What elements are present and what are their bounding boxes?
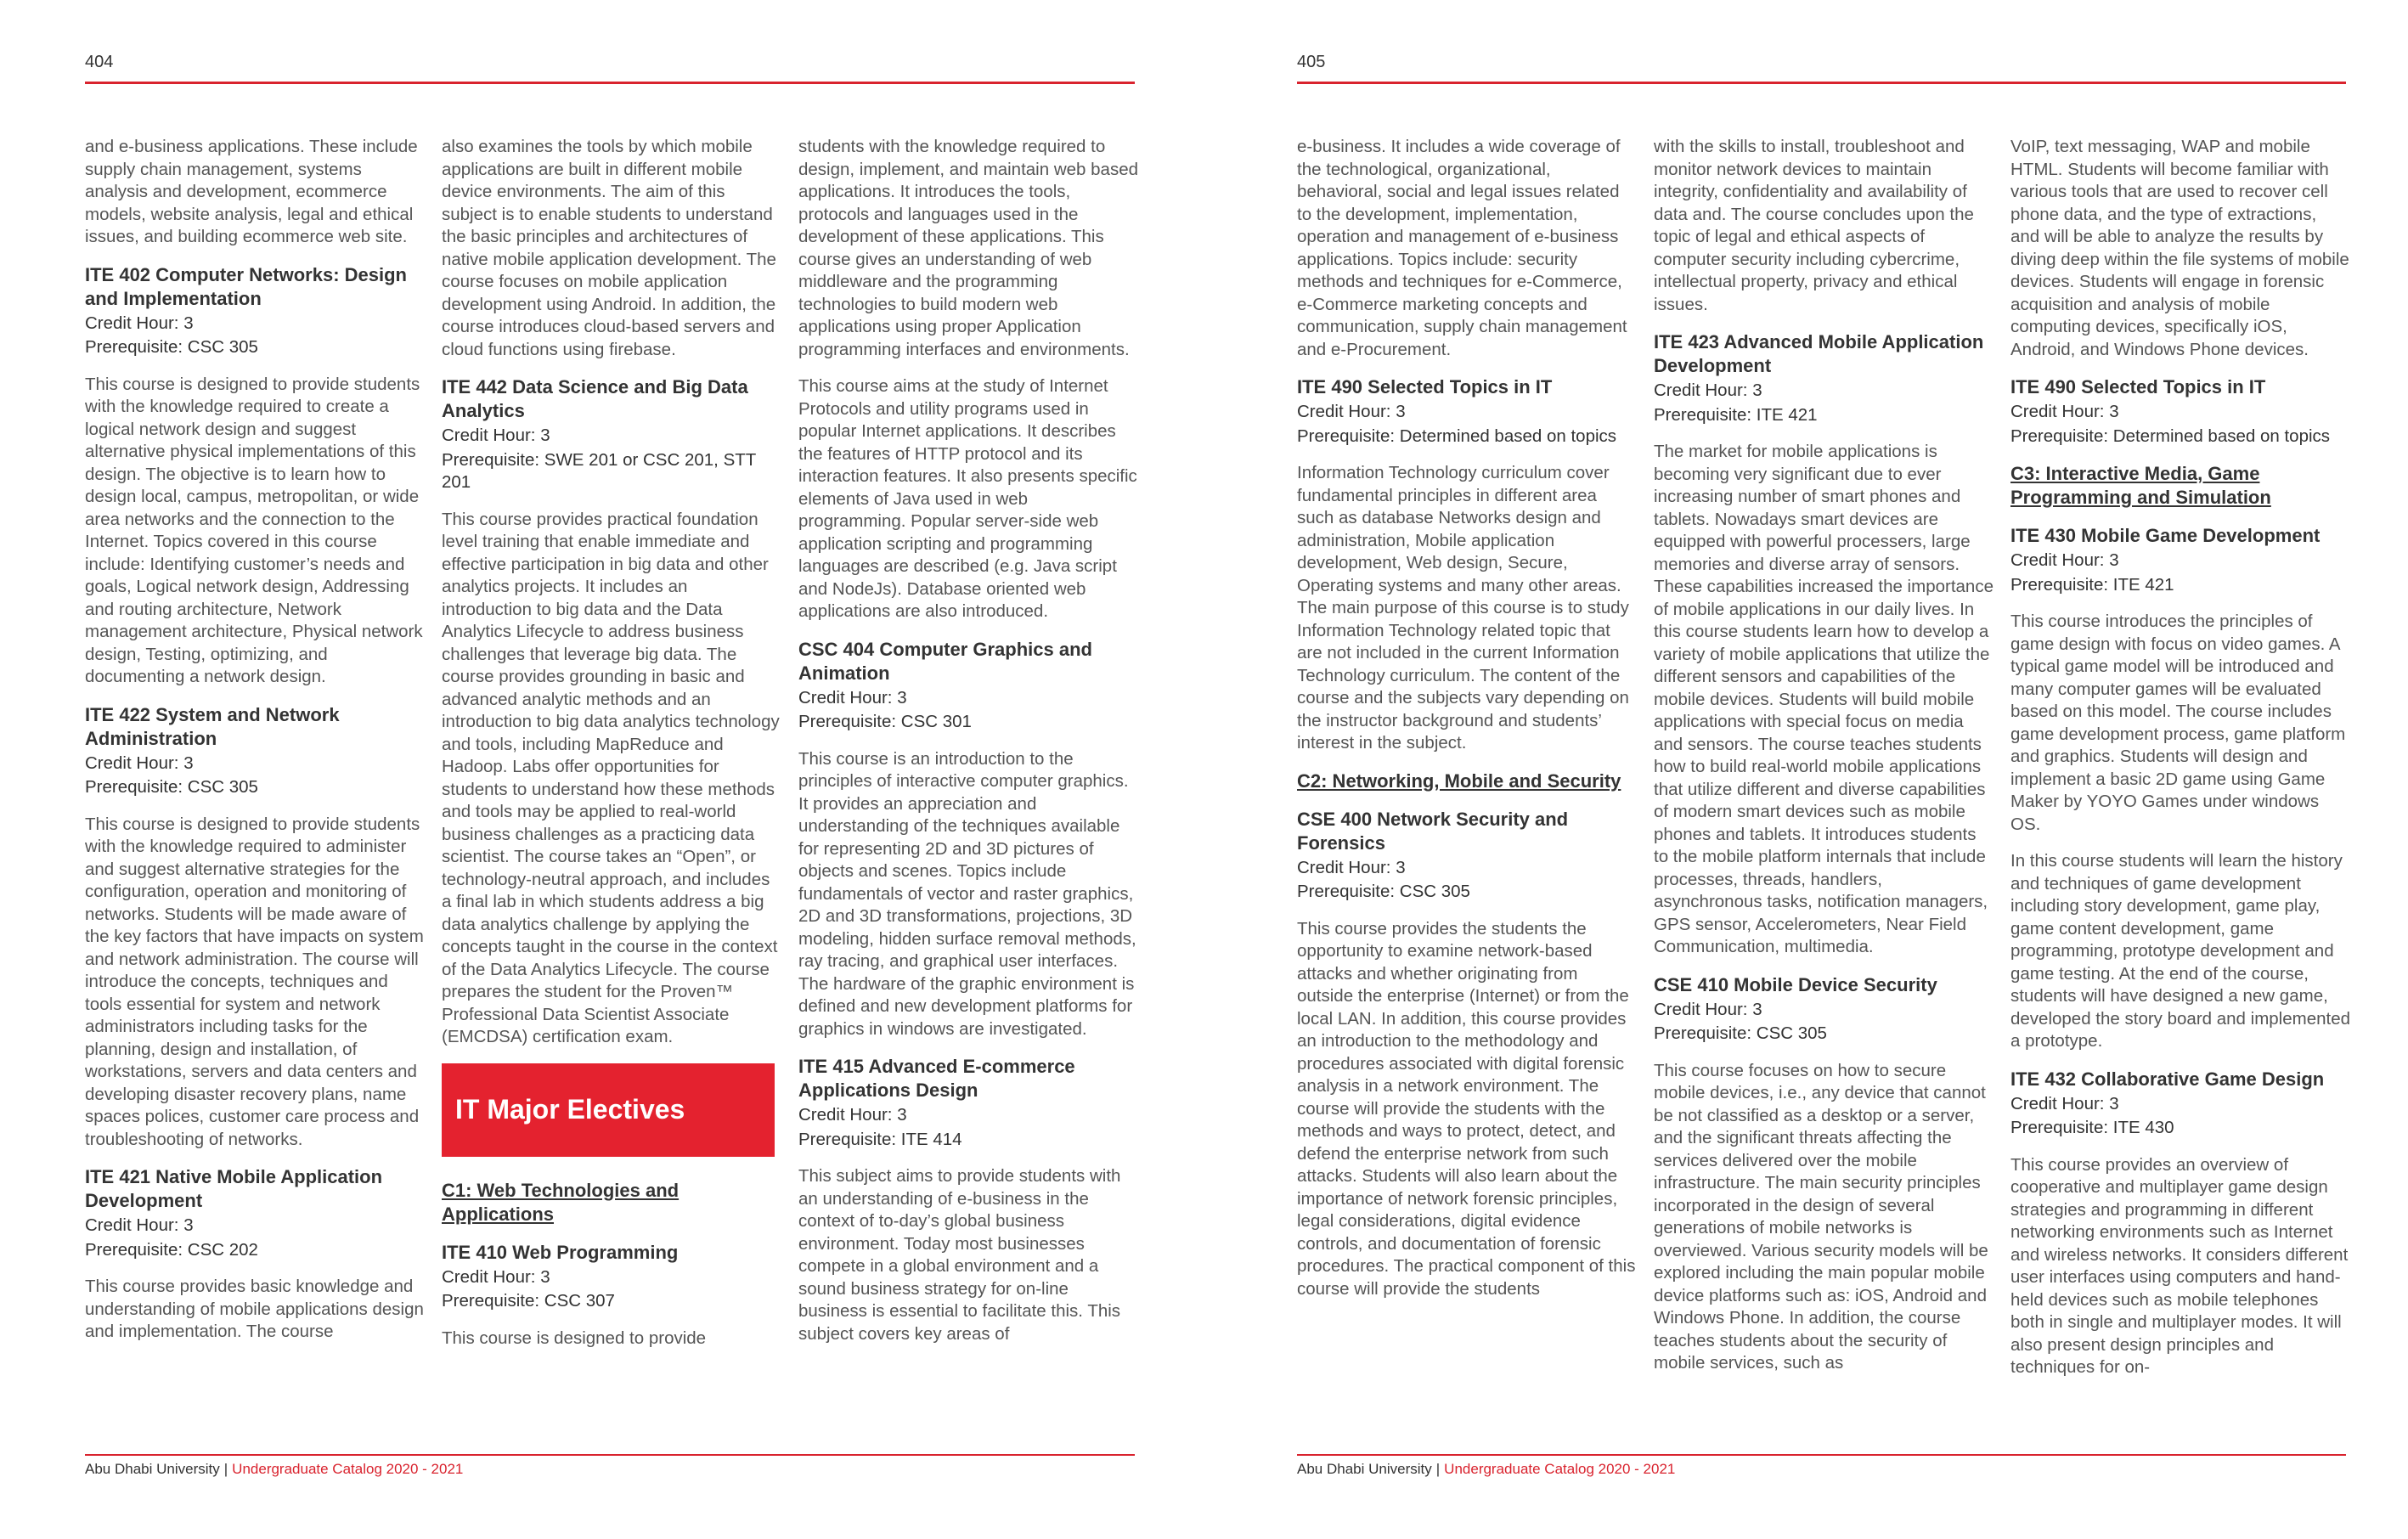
- column-3: [798, 136, 1138, 1360]
- course-description: The market for mobile applications is becoming very significant due to ever increasing number of smart phones and tablets. Nowadays smart devices are equipped with powerful processers, large memories and diverse array of sensors. These capabilities increased the importance of mobile applications in our daily lives. In this course students learn how to develop a variety of mobile applications that utilize the different sensors and capabilities of the mobile devices. Students will build mobile applications with special focus on media and sensors. The course teaches students how to build real-world mobile applications that utilize different and diverse capabilities of modern smart devices such as mobile phones and tablets. It introduces students to the mobile platform internals that include processes, threads, handlers, asynchronous tasks, notification managers, GPS sensor, Accelerometers, Near Field Communication, multimedia.: [1654, 442, 1994, 956]
- credit-hours: Credit Hour: 3: [1654, 381, 1762, 400]
- section-heading: C2: Networking, Mobile and Security: [1297, 770, 1621, 792]
- credit-hours: Credit Hour: 3: [798, 687, 907, 707]
- prerequisite: Prerequisite: CSC 307: [442, 1291, 615, 1311]
- footer-rule: [85, 1454, 1135, 1456]
- credit-hours: Credit Hour: 3: [442, 1266, 550, 1287]
- course-description: This course introduces the principles of game design with focus on video games. A typical game model will be introduced and many computer games will be evaluated based on this model. The course includes game development process, game platform and graphics. Students will design and implement a basic 2D game using Game Maker by YOYO Games under windows OS.: [2010, 612, 2346, 834]
- course-title: ITE 422 System and Network Administration: [85, 703, 340, 749]
- prerequisite: Prerequisite: Determined based on topics: [2010, 426, 2331, 446]
- course-title: ITE 430 Mobile Game Development: [2010, 525, 2321, 546]
- credit-hours: Credit Hour: 3: [1297, 857, 1406, 877]
- column-3: [2010, 136, 2350, 1394]
- section-heading: C3: Interactive Media, Game Programming and Simulation: [2010, 463, 2271, 508]
- credit-hours: Credit Hour: 3: [2010, 1093, 2119, 1113]
- header-rule: [1297, 82, 2346, 84]
- prerequisite: Prerequisite: CSC 305: [1297, 882, 1470, 901]
- footer-separator: |: [1435, 1461, 1441, 1477]
- credit-hours: Credit Hour: 3: [85, 313, 194, 333]
- prerequisite: Prerequisite: ITE 421: [1654, 404, 1818, 425]
- footer: [85, 1461, 463, 1478]
- paragraph: also examines the tools by which mobile applications are built in different mobile device environments. The aim of this subject is to enable students to understand the basic principles and architectures of native mobile application development. The course focuses on mobile application development using Android. In addition, the course introduces cloud-based servers and cloud functions using firebase.: [442, 137, 776, 359]
- course-description: Information Technology curriculum cover fundamental principles in different area such as database Networks design and administration, Mobile application development, Web design, Secure, Operating systems and many other areas. The main purpose of this course is to study Information Technology related topic that are not included in the current Information Technology curriculum. The content of the course and the subjects vary depending on the instructor background and students’ interest in the subject.: [1297, 463, 1629, 753]
- page-number: 405: [1297, 53, 1326, 71]
- course-title: ITE 490 Selected Topics in IT: [1297, 376, 1553, 397]
- course-description: This course is designed to provide students with the knowledge required to administer and suggest alternative strategies for the configuration, operation and monitoring of networks. Students will be made aware of the key factors that have impacts on system and network administration. The course will introduce the concepts, techniques and tools essential for system and network administrators including tasks for the planning, design and installation, of workstations, servers and data centers and developing disaster recovery plans, name spaces polices, customer care process and troubleshooting of networks.: [85, 814, 424, 1149]
- column-1: [1297, 136, 1637, 1315]
- column-2: [442, 136, 781, 1364]
- course-title: ITE 410 Web Programming: [442, 1241, 679, 1263]
- prerequisite: Prerequisite: ITE 421: [2010, 574, 2174, 595]
- paragraph: and e-business applications. These include supply chain management, systems analysis and development, ecommerce models, website analysis, legal and ethical issues, and building ecommerce web site.: [85, 137, 418, 246]
- prerequisite: Prerequisite: CSC 305: [1654, 1023, 1827, 1043]
- prerequisite: Prerequisite: CSC 301: [798, 712, 972, 731]
- credit-hours: Credit Hour: 3: [2010, 402, 2119, 421]
- course-description: This course provides the students the opportunity to examine network-based attacks and whether originating from outside the enterprise (Internet) or from the local LAN. In addition, this course provides an introduction to the methodology and procedures associated with digital forensic analysis in a network environment. The course will provide the students with the methods and ways to protect, detect, and defend the enterprise network from such attacks. Students will also learn about the importance of network forensic principles, legal considerations, digital evidence controls, and documentation of forensic procedures. The practical component of this course will provide the students: [1297, 918, 1636, 1299]
- credit-hours: Credit Hour: 3: [2010, 550, 2119, 570]
- course-title: CSE 400 Network Security and Forensics: [1297, 808, 1569, 854]
- prerequisite: Prerequisite: CSC 305: [85, 777, 258, 797]
- course-description: This course provides basic knowledge and understanding of mobile applications design and implementation. The course: [85, 1277, 424, 1341]
- course-title: ITE 490 Selected Topics in IT: [2010, 376, 2266, 397]
- course-title: ITE 402 Computer Networks: Design and Implementation: [85, 263, 407, 309]
- prerequisite: Prerequisite: CSC 202: [85, 1239, 258, 1260]
- footer-rule: [1297, 1454, 2346, 1456]
- footer-separator: |: [223, 1461, 228, 1477]
- course-title: ITE 421 Native Mobile Application Development: [85, 1166, 383, 1211]
- course-title: ITE 423 Advanced Mobile Application Development: [1654, 331, 1984, 376]
- column-1: [85, 136, 425, 1358]
- prerequisite: Prerequisite: ITE 430: [2010, 1118, 2174, 1137]
- column-2: [1654, 136, 1994, 1390]
- footer-catalog: Undergraduate Catalog 2020 - 2021: [1444, 1461, 1676, 1477]
- footer-catalog: Undergraduate Catalog 2020 - 2021: [232, 1461, 464, 1477]
- credit-hours: Credit Hour: 3: [798, 1105, 907, 1125]
- credit-hours: Credit Hour: 3: [85, 753, 194, 773]
- course-description: This course is designed to provide: [442, 1328, 707, 1348]
- course-description: This course is an introduction to the principles of interactive computer graphics. It provides an appreciation and understanding of the techniques available for representing 2D and 3D pictures of objects and scenes. Topics include fundamentals of vector and raster graphics, 2D and 3D transformations, projections, 3D modeling, hidden surface removal methods, ray tracing, and graphical user interfaces. The hardware of the graphic environment is defined and new development platforms for graphics in windows are investigated.: [798, 748, 1136, 1039]
- credit-hours: Credit Hour: 3: [442, 426, 550, 445]
- course-description: This course provides an overview of cooperative and multiplayer game design strategies and programming in different networking environments such as Internet and wireless networks. It considers different user interfaces using computers and hand-held devices such as mobile telephones both in single and multiplayer modes. It will also present design principles and techniques for on-: [2010, 1154, 2349, 1377]
- course-title: ITE 432 Collaborative Game Design: [2010, 1068, 2325, 1090]
- prerequisite: Prerequisite: ITE 414: [798, 1129, 962, 1149]
- paragraph: In this course students will learn the history and techniques of game development including story development, game play, game content development, game programming, prototype development and game testing. At the end of the course, students will have designed a new game, developed the story board and implemented a prototype.: [2010, 851, 2351, 1051]
- paragraph: with the skills to install, troubleshoot and monitor network devices to maintain integrity, confidentiality and availability of data and. The course concludes upon the topic of legal and ethical aspects of computer security including cybercrime, intellectual property, privacy and ethical issues.: [1654, 137, 1974, 314]
- credit-hours: Credit Hour: 3: [1654, 999, 1762, 1019]
- credit-hours: Credit Hour: 3: [85, 1215, 194, 1235]
- prerequisite: Prerequisite: SWE 201 or CSC 201, STT 201: [442, 449, 756, 492]
- course-description: This subject aims to provide students with an understanding of e-business in the context of to-day’s global business environment. Today most businesses compete in a global environment and a sound business strategy for on-line business is essential to facilitate this. This subject covers key areas of: [798, 1166, 1121, 1344]
- footer-university: Abu Dhabi University: [1297, 1461, 1432, 1477]
- prerequisite: Prerequisite: Determined based on topics: [1297, 426, 1617, 446]
- page-number: 404: [85, 53, 114, 71]
- course-title: ITE 442 Data Science and Big Data Analytics: [442, 376, 748, 421]
- paragraph: VoIP, text messaging, WAP and mobile HTML. Students will become familiar with various tools that are used to recover cell phone data, and the type of extractions, and will be able to analyze the results by diving deep within the file systems of mobile devices. Students will engage in forensic acquisition and analysis of mobile computing devices, specifically iOS, Android, and Windows Phone devices.: [2010, 137, 2349, 359]
- paragraph: This course aims at the study of Internet Protocols and utility programs used in popular Internet applications. It describes the features of HTTP protocol and its interaction features. It also presents specific elements of Java used in web programming. Popular server-side web application scripting and programming languages are described (e.g. Java script and NodeJs). Database oriented web applications are also introduced.: [798, 376, 1137, 621]
- footer: [1297, 1461, 1675, 1478]
- footer-university: Abu Dhabi University: [85, 1461, 220, 1477]
- course-description: This course focuses on how to secure mobile devices, i.e., any device that cannot be not classified as a desktop or a server, and the significant threats affecting the services delivered over the mobile infrastructure. The main security principles incorporated in the design of several generations of mobile networks is overviewed. Various security models will be explored including the main popular mobile device platforms such as: iOS, Android and Windows Phone. In addition, the course teaches students about the security of mobile services, such as: [1654, 1060, 1988, 1373]
- course-title: CSC 404 Computer Graphics and Animation: [798, 638, 1092, 684]
- section-banner: IT Major Electives: [442, 1063, 775, 1157]
- course-description: This course is designed to provide students with the knowledge required to create a logical network design and suggest alternative physical implementations of this design. The objective is to learn how to design local, campus, metropolitan, or wide area networks and the connection to the Internet. Topics covered in this course include: Identifying customer’s needs and goals, Logical network design, Addressing and routing architecture, Network management architecture, Physical network design, Testing, optimizing, and documenting a network design.: [85, 374, 423, 686]
- course-title: ITE 415 Advanced E-commerce Applications Design: [798, 1056, 1075, 1101]
- prerequisite: Prerequisite: CSC 305: [85, 337, 258, 357]
- header-rule: [85, 82, 1135, 84]
- course-description: This course provides practical foundation level training that enable immediate and effective participation in big data and other analytics projects. It includes an introduction to big data and the Data Analytics Lifecycle to address business challenges that leverage big data. The course provides grounding in basic and advanced analytic methods and an introduction to big data analytics technology and tools, including MapReduce and Hadoop. Labs offer opportunities for students to understand how these methods and tools may be applied to real-world business challenges as a practicing data scientist. The course takes an “Open”, or technology-neutral approach, and includes a final lab in which students address a big data analytics challenge by applying the concepts taught in the course in the context of the Data Analytics Lifecycle. The course prepares the student for the Proven™ Professional Data Scientist Associate (EMCDSA) certification exam.: [442, 509, 780, 1046]
- credit-hours: Credit Hour: 3: [1297, 402, 1406, 421]
- course-title: CSE 410 Mobile Device Security: [1654, 973, 1937, 995]
- paragraph: students with the knowledge required to design, implement, and maintain web based applications. It introduces the tools, protocols and languages used in the development of these applications. This course gives an understanding of web middleware and the programming technologies to build modern web applications using proper Application programming interfaces and environments.: [798, 137, 1138, 359]
- right-page: [1204, 0, 2408, 1539]
- section-heading: C1: Web Technologies and Applications: [442, 1179, 680, 1225]
- paragraph: e-business. It includes a wide coverage of the technological, organizational, behavioral, social and legal issues related to the development, implementation, operation and management of e-business applications. Topics include: security methods and techniques for e-Commerce, e-Commerce marketing concepts and communication, supply chain management and e-Procurement.: [1297, 137, 1627, 359]
